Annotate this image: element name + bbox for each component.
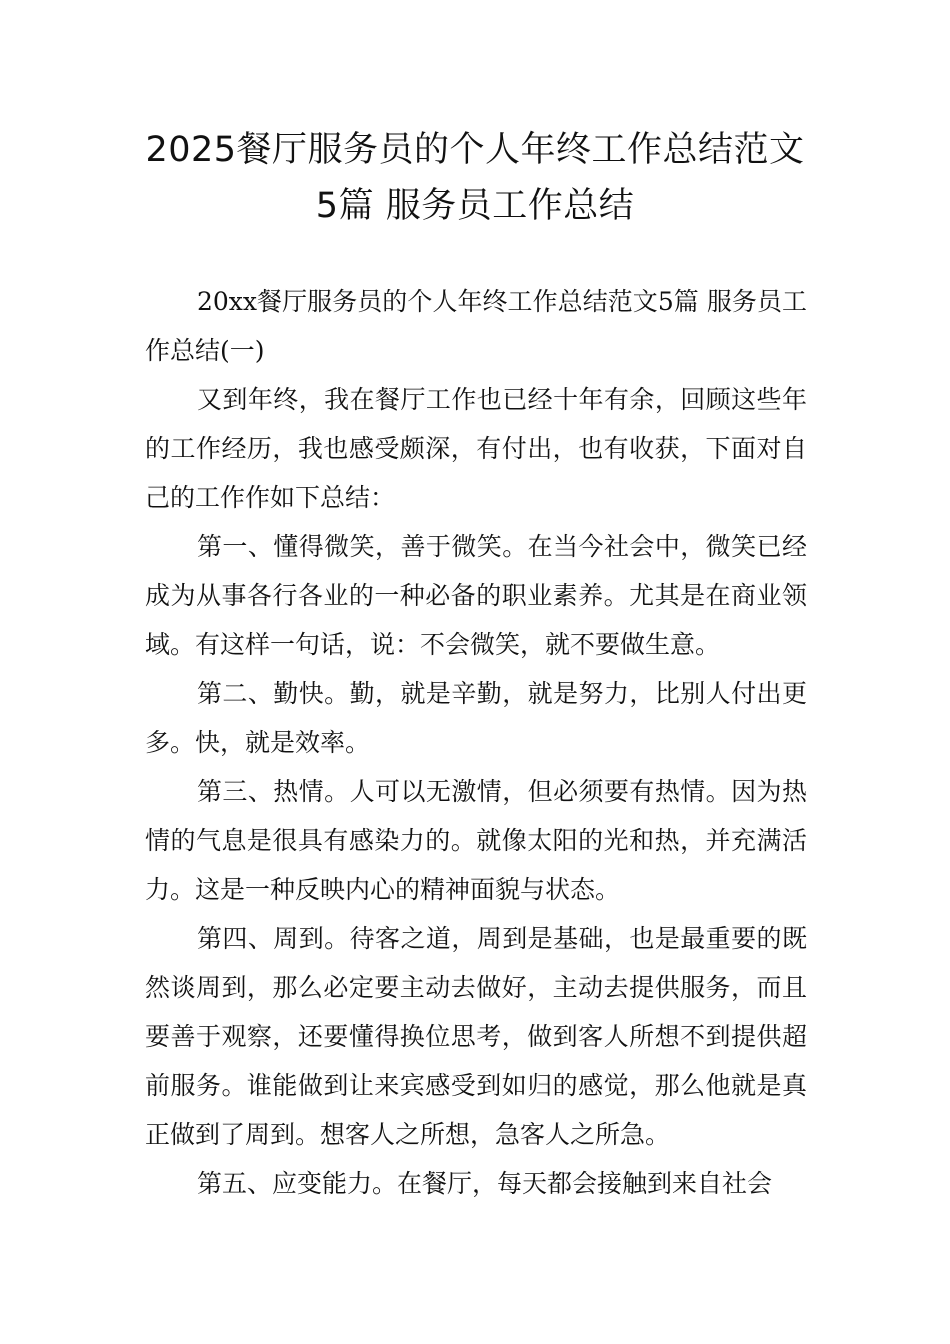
document-title [120,122,830,234]
paragraph-heading: 20xx餐厅服务员的个人年终工作总结范文5篇 服务员工作总结(一) [145,287,807,365]
title-line-1: 2025餐厅服务员的个人年终工作总结范文 [145,130,805,170]
paragraph-intro: 又到年终，我在餐厅工作也已经十年有余，回顾这些年的工作经历，我也感受颇深，有付出，也有收获，下面对自己的工作作如下总结： [145,385,807,512]
paragraph-point-3: 第三、热情。人可以无激情，但必须要有热情。因为热情的气息是很具有感染力的。就像太阳的光和热，并充满活力。这是一种反映内心的精神面貌与状态。 [145,777,807,904]
paragraph-point-4: 第四、周到。待客之道，周到是基础，也是最重要的既然谈周到，那么必定要主动去做好，主动去提供服务，而且要善于观察，还要懂得换位思考，做到客人所想不到提供超前服务。谁能做到让来宾感受到如归的感觉，那么他就是真正做到了周到。想客人之所想，急客人之所急。 [145,924,807,1149]
document-body [145,277,807,1208]
paragraph-point-2: 第二、勤快。勤，就是辛勤，就是努力，比别人付出更多。快，就是效率。 [145,679,807,757]
paragraph-point-1: 第一、懂得微笑，善于微笑。在当今社会中，微笑已经成为从事各行各业的一种必备的职业素养。尤其是在商业领域。有这样一句话，说：不会微笑，就不要做生意。 [145,532,807,659]
title-line-2: 5篇 服务员工作总结 [315,186,635,226]
paragraph-point-5: 第五、应变能力。在餐厅，每天都会接触到来自社会 [197,1169,773,1198]
